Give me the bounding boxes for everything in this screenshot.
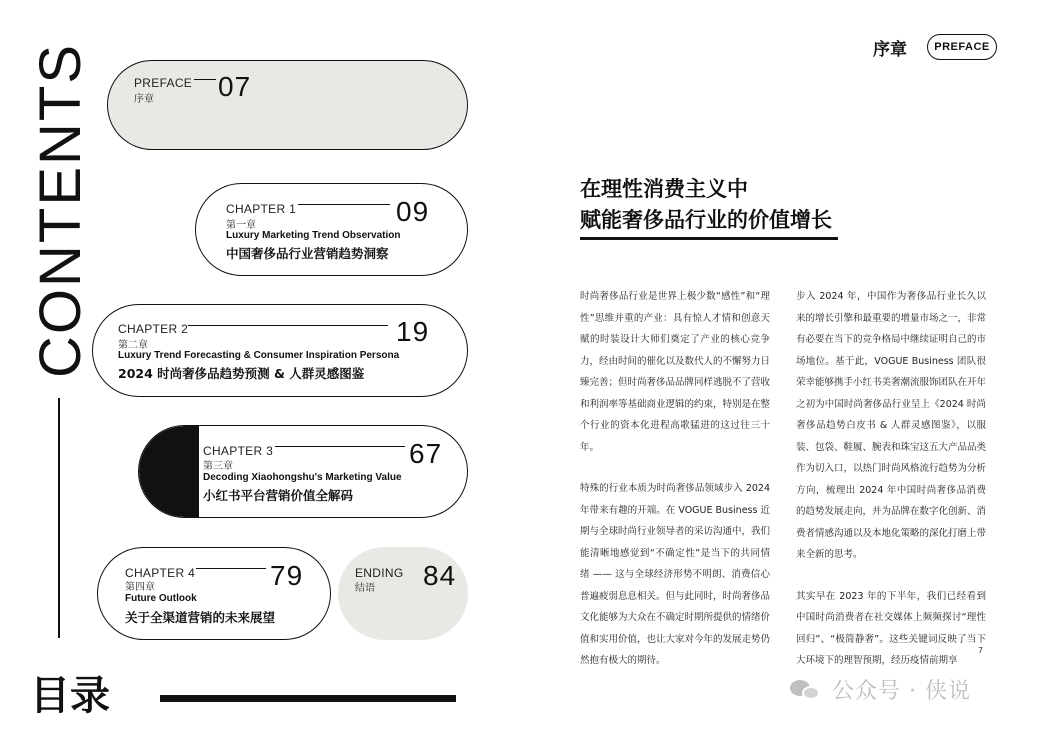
toc-rule (194, 79, 216, 80)
toc-label-cn: 第四章 (125, 582, 155, 593)
watermark (790, 674, 971, 705)
toc-title-cn: 关于全渠道营销的未来展望 (125, 610, 276, 625)
toc-item-chapter-4[interactable] (97, 547, 331, 640)
mulu-heading: 目录 (30, 673, 110, 719)
toc-page-number: 09 (396, 196, 430, 227)
paragraph: 特殊的行业本质为时尚奢侈品领域步入 2024 年带来有趣的开端。在 VOGUE Business 近期与全球时尚行业领导者的采访沟通中，我们能清晰地感觉到“不确定性”是当下的共同情绪 —— 这与全球经济形势不明朗、消费信心普遍疲弱息息相关。但与此同时，时尚奢侈品文化能够为大众在不确定时期所提供的情绪价值和实用价值，也让大家对今年的发展走势仍然抱有极大的期待。 (580, 483, 771, 666)
toc-rule (196, 568, 266, 569)
toc-rule (188, 325, 388, 326)
toc-page-number: 07 (218, 71, 252, 102)
contents-vertical-title (27, 42, 93, 378)
toc-label-en: CHAPTER 1 (226, 202, 297, 216)
toc-page-number: 79 (270, 560, 304, 591)
toc-label-en: PREFACE (134, 76, 193, 90)
toc-title-en: Luxury Trend Forecasting & Consumer Inspiration Persona (118, 350, 400, 361)
toc-label-cn: 第三章 (203, 461, 233, 472)
paragraph: 步入 2024 年，中国作为奢侈品行业长久以来的增长引擎和最重要的增量市场之一，非常有必要在当下的竞争格局中继续证明自己的市场地位。基于此，VOGUE Business 团队很荣幸能够携手小红书美奢潮流服饰团队在开年之初为中国时尚奢侈品行业呈上《2024 时尚奢侈品趋势白皮书 & 人群灵感图鉴》，以服装、包袋、鞋履、腕表和珠宝这五大产品品类作为切入口，以热门时尚风格流行趋势为分析方向，梳理出 2024 年中国时尚奢侈品消费的趋势发展走向，并为品牌在数字化创新、消费者情感沟通以及本地化策略的深化打磨上带来全新的思考。 (796, 291, 987, 560)
toc-page-number: 84 (423, 560, 457, 591)
toc-title-en: Luxury Marketing Trend Observation (226, 230, 401, 241)
toc-label-en: CHAPTER 3 (203, 444, 274, 458)
toc-rule (298, 204, 390, 205)
page-headline (580, 174, 832, 236)
contents-text: CONTENTS (27, 42, 93, 378)
toc-label-cn: 第一章 (226, 220, 256, 231)
wechat-icon (790, 678, 822, 702)
toc-label-en: CHAPTER 2 (118, 322, 189, 336)
toc-item-chapter-1[interactable] (195, 183, 468, 276)
body-column-2 (796, 286, 986, 692)
toc-item-chapter-2[interactable] (92, 304, 468, 397)
toc-label-cn: 结语 (355, 583, 375, 594)
toc-label-en: ENDING (355, 566, 404, 580)
headline-line-2: 赋能奢侈品行业的价值增长 (580, 208, 832, 232)
toc-item-preface[interactable] (107, 60, 468, 150)
page-number: 7 (978, 646, 984, 655)
toc-page-number: 67 (409, 438, 443, 469)
toc-rule (275, 446, 405, 447)
bottom-bar (160, 695, 456, 702)
pill-black-cap (139, 426, 199, 517)
toc-title-en: Future Outlook (125, 593, 197, 604)
toc-title-cn: 2024 时尚奢侈品趋势预测 & 人群灵感图鉴 (118, 366, 365, 381)
toc-label-en: CHAPTER 4 (125, 566, 196, 580)
toc-title-cn: 小红书平台营销价值全解码 (203, 488, 354, 503)
toc-title-cn: 中国奢侈品行业营销趋势洞察 (226, 246, 389, 261)
toc-item-ending[interactable] (338, 547, 468, 640)
paragraph: 时尚奢侈品行业是世界上极少数“感性”和“理性”思维并重的产业：具有惊人才情和创意天赋的时装设计大师们奠定了产业的核心竞争力，经由时间的催化以及数代人的不懈努力日臻完善；但时尚奢侈品品牌同样逃脱不了营收和利润率等基础商业逻辑的约束，特别是在整个行业的资本化进程高歌猛进的这过往三十年。 (580, 291, 771, 453)
preface-badge: PREFACE (927, 34, 997, 60)
headline-line-1: 在理性消费主义中 (580, 177, 748, 201)
vertical-divider (58, 398, 60, 638)
paragraph: 其实早在 2023 年的下半年，我们已经看到中国时尚消费者在社交媒体上频频探讨“理性回归”、“极简静奢”。这些关键词反映了当下大环境下的理智预期，经历疫情前期享 (796, 590, 986, 666)
preface-heading-cn: 序章 (873, 40, 907, 60)
toc-page-number: 19 (396, 316, 430, 347)
toc-title-en: Decoding Xiaohongshu's Marketing Value (203, 472, 402, 483)
body-column-1 (580, 286, 770, 692)
toc-label-cn: 序章 (134, 94, 154, 105)
toc-item-chapter-3[interactable] (138, 425, 468, 518)
watermark-text: 公众号 · 侠说 (832, 679, 971, 704)
headline-rule (580, 237, 838, 240)
toc-label-cn: 第二章 (118, 340, 148, 351)
